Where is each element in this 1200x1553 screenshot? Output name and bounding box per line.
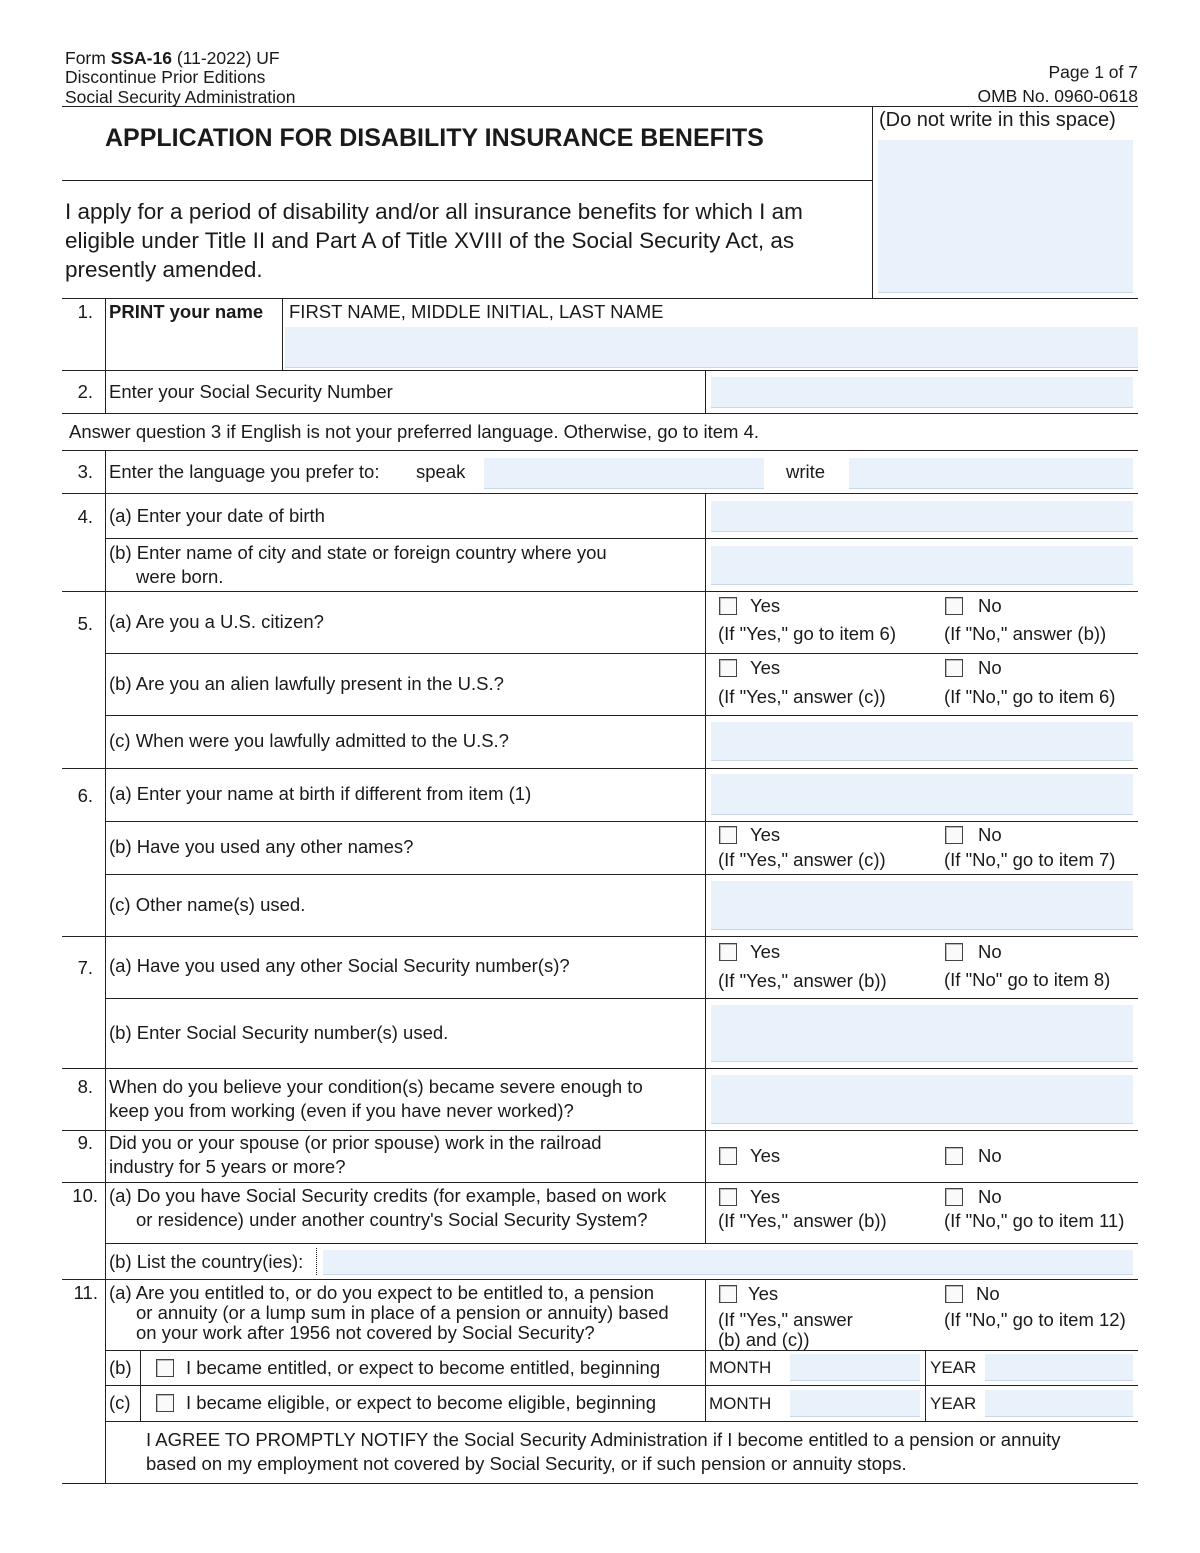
other-ssn-field[interactable] (711, 1005, 1133, 1062)
q3-label: Enter the language you prefer to: (109, 461, 380, 482)
q11a-yes-instruction: (If "Yes," answer (718, 1309, 853, 1330)
divider (105, 538, 1138, 539)
q4b-label: (b) Enter name of city and state or foreign country where you (109, 542, 607, 563)
q7a-yes-label: Yes (750, 941, 781, 962)
q6a-label: (a) Enter your name at birth if different from item (1) (109, 783, 532, 804)
q9-label-cont: industry for 5 years or more? (109, 1156, 346, 1177)
admission-date-field[interactable] (711, 722, 1133, 761)
q6b-yes-label: Yes (750, 824, 781, 845)
q10b-label: (b) List the country(ies): (109, 1251, 304, 1272)
q10a-yes-instruction: (If "Yes," answer (b)) (718, 1210, 887, 1231)
divider (316, 1248, 317, 1275)
divider (872, 106, 873, 298)
countries-field[interactable] (323, 1250, 1133, 1275)
divider (62, 936, 1138, 937)
ssn-field[interactable] (711, 377, 1133, 408)
divider (105, 1243, 1138, 1244)
q11c-year-label: YEAR (930, 1394, 977, 1413)
divider (62, 1182, 1138, 1183)
q4a-label: (a) Enter your date of birth (109, 505, 325, 526)
entitled-year-field[interactable] (985, 1354, 1133, 1381)
page-number: Page 1 of 7 (1048, 62, 1138, 82)
q9-no-checkbox[interactable] (945, 1147, 963, 1165)
q11b-label: I became entitled, or expect to become entitled, beginning (186, 1357, 661, 1378)
intro-statement: I apply for a period of disability and/or all insurance benefits for which I am eligible under Title II and Part A of Title XVIII of the Social Security Act, as presently amended. (65, 199, 803, 282)
divider (105, 450, 106, 1483)
divider (925, 1351, 926, 1385)
q11a-label-cont: or annuity (or a lump sum in place of a pension or annuity) based (136, 1302, 669, 1323)
divider (105, 653, 1138, 654)
q6-number: 6. (77, 785, 93, 806)
q5b-yes-checkbox[interactable] (719, 659, 737, 677)
q11a-no-label: No (976, 1283, 1000, 1304)
q4b-label-cont: were born. (136, 566, 224, 587)
divider (140, 1386, 141, 1421)
q10a-no-checkbox[interactable] (945, 1188, 963, 1206)
divider (62, 1130, 1138, 1131)
q6b-no-checkbox[interactable] (945, 826, 963, 844)
q7a-no-instruction: (If "No" go to item 8) (944, 969, 1111, 990)
q5a-yes-label: Yes (750, 595, 781, 616)
divider (105, 874, 1138, 875)
divider (62, 413, 1138, 414)
divider (925, 1386, 926, 1421)
q9-yes-checkbox[interactable] (719, 1147, 737, 1165)
speak-language-field[interactable] (484, 458, 764, 489)
q11b-year-label: YEAR (930, 1358, 977, 1377)
q5b-yes-label: Yes (750, 657, 781, 678)
office-use-label: (Do not write in this space) (879, 109, 1116, 131)
q10a-label-cont: or residence) under another country's Social Security System? (136, 1209, 648, 1230)
q5a-no-label: No (978, 595, 1002, 616)
q11b-month-label: MONTH (709, 1358, 772, 1377)
birth-date-field[interactable] (711, 501, 1133, 532)
q8-label: When do you believe your condition(s) became severe enough to (109, 1076, 643, 1097)
divider (105, 298, 106, 413)
divider (62, 493, 1138, 494)
q5-number: 5. (77, 613, 93, 634)
q5a-no-checkbox[interactable] (945, 597, 963, 615)
form-number (65, 48, 280, 68)
language-note: Answer question 3 if English is not your preferred language. Otherwise, go to item 4. (69, 421, 760, 442)
divider (62, 1483, 1138, 1484)
divider (62, 768, 1138, 769)
q7a-yes-instruction: (If "Yes," answer (b)) (718, 970, 887, 991)
eligible-year-field[interactable] (985, 1390, 1133, 1417)
q7a-no-label: No (978, 941, 1002, 962)
write-language-field[interactable] (849, 458, 1133, 489)
q11a-yes-label: Yes (748, 1283, 779, 1304)
q9-yes-label: Yes (750, 1145, 781, 1166)
other-names-field[interactable] (711, 881, 1133, 930)
q4-number: 4. (77, 506, 93, 527)
eligible-month-field[interactable] (790, 1390, 920, 1417)
q11a-no-checkbox[interactable] (945, 1285, 963, 1303)
q9-number: 9. (77, 1132, 93, 1153)
divider (62, 1068, 1138, 1069)
q5a-yes-instruction: (If "Yes," go to item 6) (718, 623, 896, 644)
form-id: SSA-16 (110, 48, 172, 68)
q6b-yes-instruction: (If "Yes," answer (c)) (718, 849, 886, 870)
q11b-tag: (b) (109, 1357, 132, 1378)
write-label: write (786, 461, 826, 482)
divider (140, 1351, 141, 1385)
q7-number: 7. (77, 957, 93, 978)
omb-number: OMB No. 0960-0618 (977, 86, 1138, 106)
form-edition: (11-2022) UF (171, 48, 280, 68)
q11b-checkbox[interactable] (156, 1359, 174, 1377)
q6b-no-label: No (978, 824, 1002, 845)
q7b-label: (b) Enter Social Security number(s) used. (109, 1022, 449, 1043)
q10-number: 10. (72, 1185, 98, 1206)
q11-number: 11. (73, 1282, 98, 1303)
q10a-no-label: No (978, 1186, 1002, 1207)
q11a-label-cont2: on your work after 1956 not covered by Social Security? (136, 1322, 595, 1343)
divider (282, 298, 283, 370)
q5a-no-instruction: (If "No," answer (b)) (944, 623, 1107, 644)
disability-onset-field[interactable] (711, 1075, 1133, 1124)
q1-label: PRINT your name (109, 301, 264, 322)
q5a-label: (a) Are you a U.S. citizen? (109, 611, 324, 632)
q6b-yes-checkbox[interactable] (719, 826, 737, 844)
q11a-label: (a) Are you entitled to, or do you expect to be entitled to, a pension (109, 1282, 655, 1303)
discontinue-note: Discontinue Prior Editions (65, 67, 266, 87)
q1-number: 1. (77, 301, 93, 322)
q10a-yes-checkbox[interactable] (719, 1188, 737, 1206)
divider (105, 715, 1138, 716)
q9-no-label: No (978, 1145, 1002, 1166)
q3-number: 3. (77, 461, 93, 482)
birthplace-field[interactable] (711, 546, 1133, 585)
q11c-checkbox[interactable] (156, 1394, 174, 1412)
name-field[interactable] (285, 327, 1138, 368)
q9-label: Did you or your spouse (or prior spouse) work in the railroad (109, 1132, 602, 1153)
divider (62, 591, 1138, 592)
entitled-month-field[interactable] (790, 1354, 920, 1381)
divider (105, 1350, 1138, 1351)
q8-label-cont: keep you from working (even if you have never worked)? (109, 1100, 574, 1121)
divider (62, 450, 1138, 451)
divider (62, 1279, 1138, 1280)
q10a-label: (a) Do you have Social Security credits (for example, based on work (109, 1185, 667, 1206)
divider (62, 106, 1138, 107)
q10a-no-instruction: (If "No," go to item 11) (944, 1210, 1125, 1231)
q11a-yes-checkbox[interactable] (719, 1285, 737, 1303)
q7a-label: (a) Have you used any other Social Security number(s)? (109, 955, 570, 976)
q8-number: 8. (77, 1076, 93, 1097)
form-prefix: Form (65, 48, 111, 68)
q5b-label: (b) Are you an alien lawfully present in the U.S.? (109, 673, 504, 694)
q5c-label: (c) When were you lawfully admitted to the U.S.? (109, 730, 509, 751)
q1-subheading: FIRST NAME, MIDDLE INITIAL, LAST NAME (289, 301, 664, 322)
q7a-yes-checkbox[interactable] (719, 943, 737, 961)
q7a-no-checkbox[interactable] (945, 943, 963, 961)
q5b-no-instruction: (If "No," go to item 6) (944, 686, 1116, 707)
q11a-no-instruction: (If "No," go to item 12) (944, 1309, 1126, 1330)
q2-label: Enter your Social Security Number (109, 381, 393, 402)
page-title: APPLICATION FOR DISABILITY INSURANCE BENEFITS (105, 124, 764, 152)
speak-label: speak (416, 461, 466, 482)
q10a-yes-label: Yes (750, 1186, 781, 1207)
q5b-no-checkbox[interactable] (945, 659, 963, 677)
divider (705, 370, 706, 413)
q6c-label: (c) Other name(s) used. (109, 894, 306, 915)
divider (105, 998, 1138, 999)
agreement-statement: I AGREE TO PROMPTLY NOTIFY the Social Security Administration if I become entitled to a pension or annuity (146, 1429, 1061, 1450)
q11c-label: I became eligible, or expect to become eligible, beginning (186, 1392, 656, 1413)
q5b-yes-instruction: (If "Yes," answer (c)) (718, 686, 886, 707)
q2-number: 2. (77, 381, 93, 402)
divider (62, 298, 1138, 299)
q6b-label: (b) Have you used any other names? (109, 836, 414, 857)
q11c-month-label: MONTH (709, 1394, 772, 1413)
divider (62, 370, 1138, 371)
q6b-no-instruction: (If "No," go to item 7) (944, 849, 1116, 870)
agency-name: Social Security Administration (65, 87, 296, 107)
q11c-tag: (c) (109, 1392, 131, 1413)
divider (62, 180, 872, 181)
office-use-area (878, 140, 1133, 293)
divider (105, 1385, 1138, 1386)
q11a-yes-instruction-cont: (b) and (c)) (718, 1329, 810, 1350)
agreement-statement-cont: based on my employment not covered by Social Security, or if such pension or annuity stops. (146, 1453, 907, 1474)
q5a-yes-checkbox[interactable] (719, 597, 737, 615)
divider (105, 1421, 1138, 1422)
birth-name-field[interactable] (711, 774, 1133, 815)
divider (105, 821, 1138, 822)
q5b-no-label: No (978, 657, 1002, 678)
